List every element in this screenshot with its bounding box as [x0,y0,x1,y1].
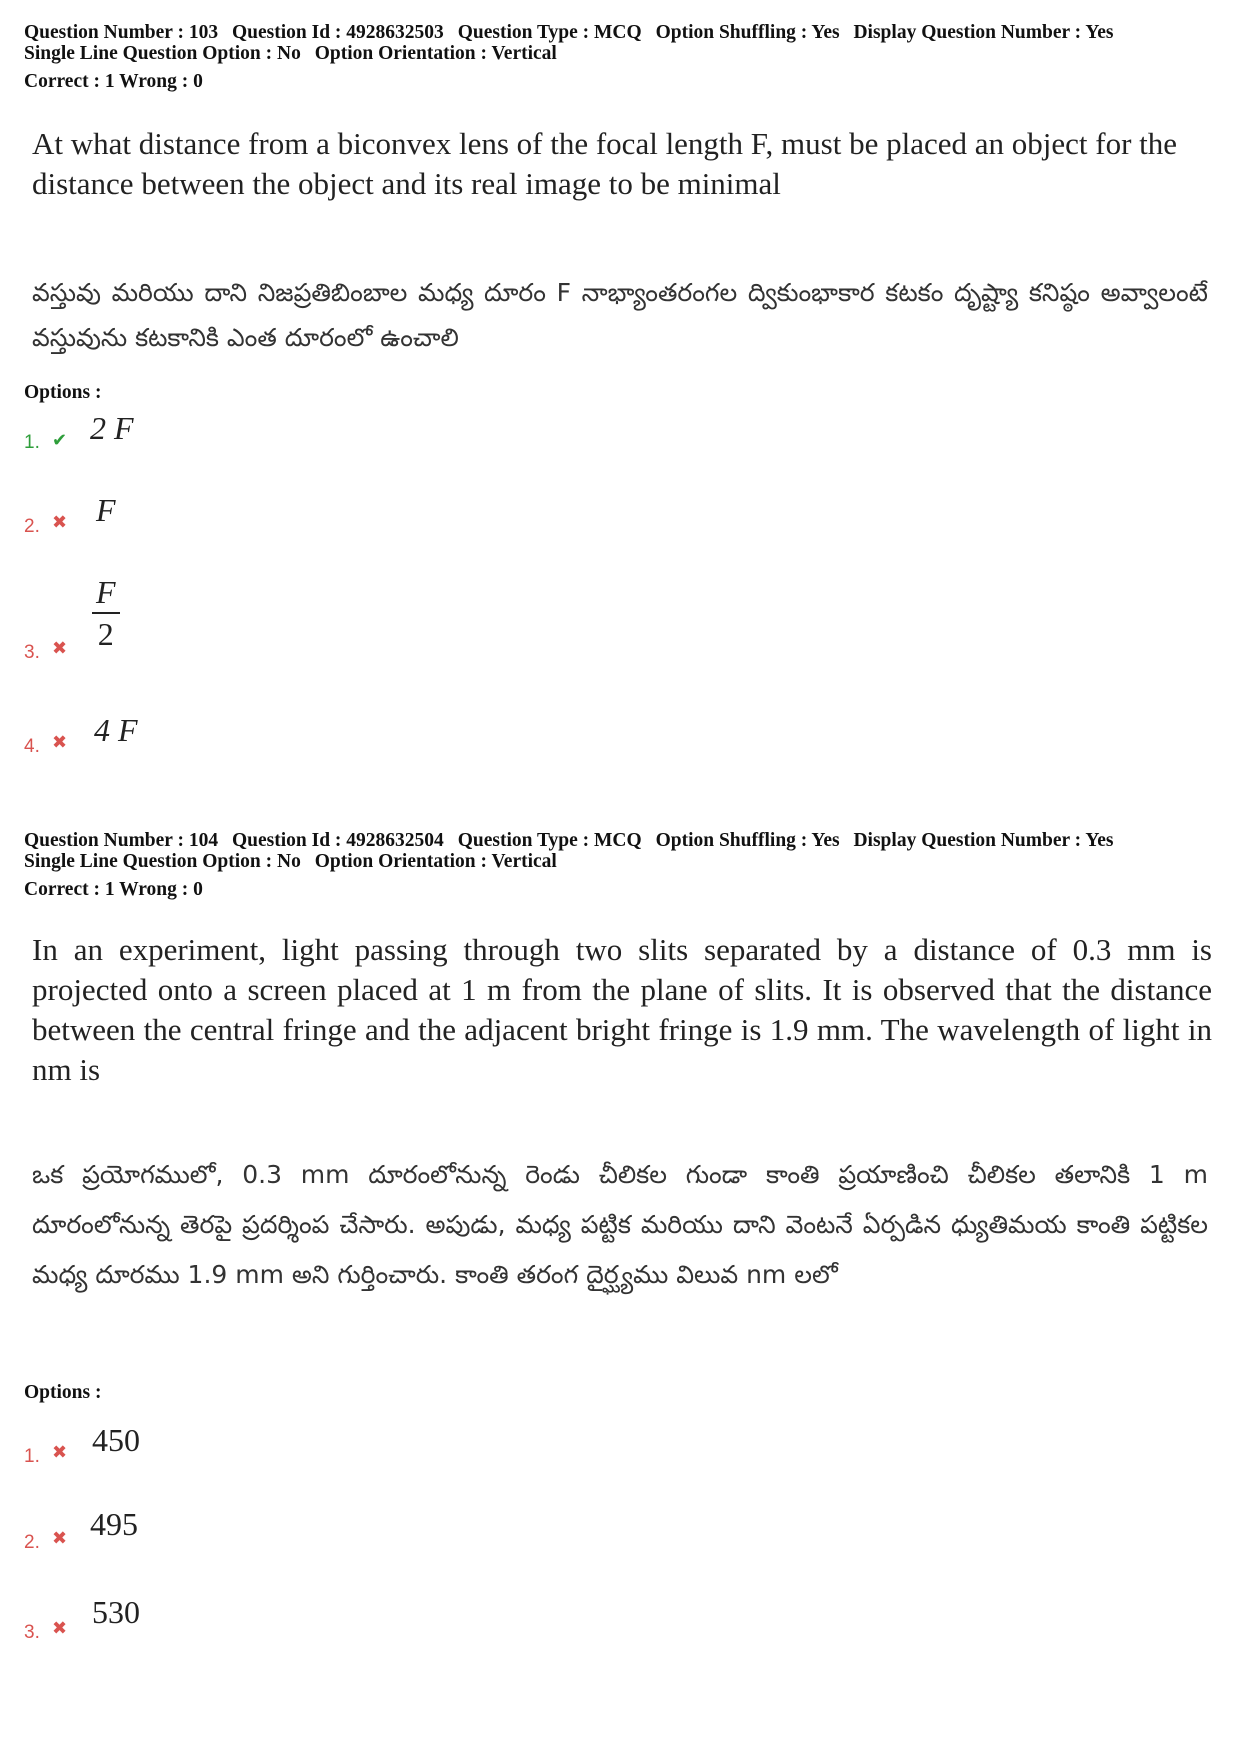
option-number: 1. [24,1446,40,1467]
question-text-telugu: వస్తువు మరియు దాని నిజప్రతిబింబాల మధ్య దూరం F నాభ్యాంతరంగల ద్వికుంభాకార కటకం దృష్ట్యా కనిష్ఠం అవ్వాలంటే వస్తువును కటకానికి ఎంత దూరంలో ఉంచాలి [32,278,1208,352]
display-question-number: Display Question Number : Yes [853,22,1114,43]
option-value: 450 [92,1422,140,1458]
cross-icon: ✖ [52,1618,68,1639]
cross-icon: ✖ [52,1442,68,1463]
score-line: Correct : 1 Wrong : 0 [24,71,203,92]
single-line-option: Single Line Question Option : No [24,851,301,872]
option-value: 2 F [90,410,134,446]
option-2[interactable] [24,492,624,552]
option-2[interactable] [24,1492,624,1552]
check-icon: ✔ [52,430,68,451]
option-value: 495 [90,1506,138,1542]
question-number: Question Number : 104 [24,830,219,851]
score-line: Correct : 1 Wrong : 0 [24,879,203,900]
question-text-english: In an experiment, light passing through two slits separated by a distance of 0.3 mm is projected onto a screen placed at 1 m from the plane of slits. It is observed that the distance between the central fringe and the adjacent bright fringe is 1.9 mm. The wavelength of light in nm is [32,932,1212,1087]
option-number: 3. [24,1622,40,1643]
fraction-f-over-2 [92,574,120,652]
option-value: 4 F [94,712,138,748]
option-1[interactable] [24,408,624,468]
cross-icon: ✖ [52,512,68,533]
display-question-number: Display Question Number : Yes [853,830,1114,851]
question-id: Question Id : 4928632503 [231,22,444,43]
cross-icon: ✖ [52,1528,68,1549]
option-number: 2. [24,516,40,537]
question-type: Question Type : MCQ [457,830,642,851]
question-text-telugu: ఒక ప్రయోగములో, 0.3 mm దూరంలోనున్న రెండు చీలికల గుండా కాంతి ప్రయాణించి చీలికల తలానికి 1 m దూరంలోనున్న తెరపై ప్రదర్శింప చేసారు. అపుడు, మధ్య పట్టిక మరియు దాని వెంటనే ఏర్పడిన ధ్యుతిమయ కాంతి పట్టికల మధ్య దూరము 1.9 mm అని గుర్తించారు. కాంతి తరంగ దైర్ఘ్యము విలువ nm లలో [32,1160,1208,1289]
option-1[interactable] [24,1408,624,1468]
question-paper-page [24,0,1216,1755]
options-label: Options : [24,382,102,403]
question-104 [24,830,1216,900]
cross-icon: ✖ [52,638,68,659]
question-type: Question Type : MCQ [457,22,642,43]
question-text-english: At what distance from a biconvex lens of the focal length F, must be placed an object for the distance between the object and its real image to be minimal [32,126,1178,201]
option-shuffling: Option Shuffling : Yes [655,830,840,851]
fraction-numerator: F [96,574,116,610]
option-value: 530 [92,1594,140,1630]
question-meta-line-1 [24,830,1216,851]
question-meta-line-1 [24,22,1216,43]
option-orientation: Option Orientation : Vertical [314,851,557,872]
option-number: 3. [24,642,40,663]
fraction-bar [92,612,120,614]
question-number: Question Number : 103 [24,22,219,43]
cross-icon: ✖ [52,732,68,753]
question-meta-line-2 [24,851,1216,872]
option-shuffling: Option Shuffling : Yes [655,22,840,43]
option-number: 4. [24,736,40,757]
question-id: Question Id : 4928632504 [231,830,444,851]
option-orientation: Option Orientation : Vertical [314,43,557,64]
fraction-denominator: 2 [97,616,114,652]
option-number: 2. [24,1532,40,1553]
option-number: 1. [24,432,40,453]
question-meta-line-2 [24,43,1216,64]
single-line-option: Single Line Question Option : No [24,43,301,64]
question-103 [24,22,1216,92]
option-value: F [96,492,116,528]
option-3[interactable] [24,1582,624,1642]
options-label: Options : [24,1382,102,1403]
option-4[interactable] [24,712,624,772]
option-3[interactable] [24,574,624,674]
